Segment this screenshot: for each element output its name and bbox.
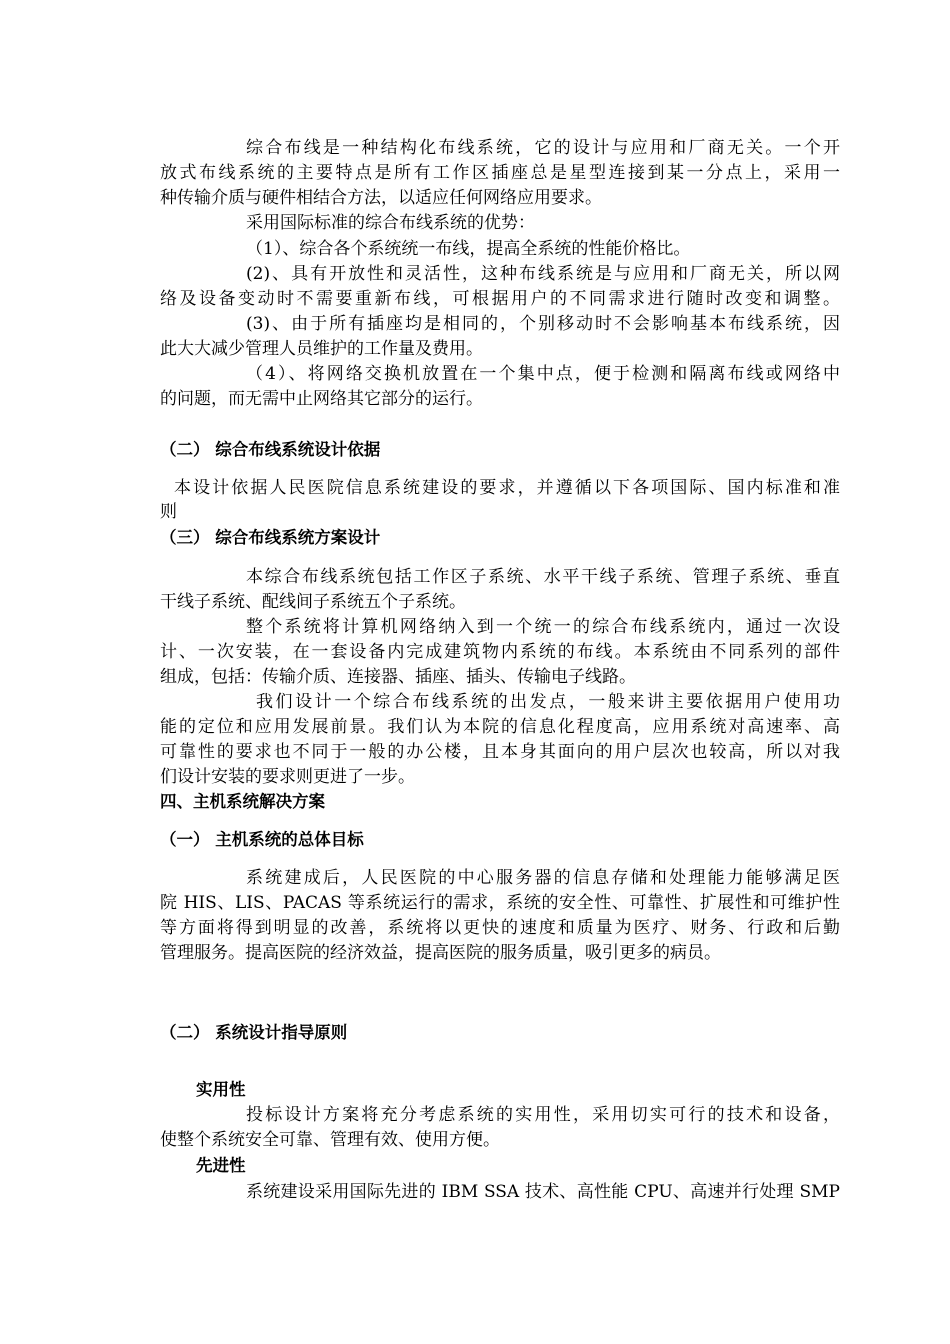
- intro-item1: （1）、综合各个系统统一布线，提高全系统的性能价格比。: [246, 239, 691, 259]
- chapter4-sub1-para-line3: 等方面将得到明显的改善，系统将以更快的速度和质量为医疗、财务、行政和后勤: [160, 918, 840, 938]
- intro-item3-line1: (3)、由于所有插座均是相同的，个别移动时不会影响基本布线系统，因: [246, 314, 840, 334]
- practical-para-line1: 投标设计方案将充分考虑系统的实用性，采用切实可行的技术和设备，: [246, 1105, 840, 1125]
- section3-p3-line3: 可靠性的要求也不同于一般的办公楼，且本身其面向的用户层次也较高，所以对我: [160, 742, 840, 762]
- section3-p1-line2: 干线子系统、配线间子系统五个子系统。: [160, 592, 466, 612]
- intro-p1-line1: 综合布线是一种结构化布线系统，它的设计与应用和厂商无关。一个开: [246, 138, 840, 158]
- section3-p3-line2: 能的定位和应用发展前景。我们认为本院的信息化程度高，应用系统对高速率、高: [160, 717, 840, 737]
- advanced-heading: 先进性: [196, 1156, 246, 1175]
- intro-item3-line2: 此大大减少管理人员维护的工作量及费用。: [160, 339, 483, 359]
- chapter4-heading: 四、主机系统解决方案: [160, 792, 325, 811]
- chapter4-sub1-heading: （一） 主机系统的总体目标: [160, 830, 364, 849]
- intro-item4-line2: 的问题，而无需中止网络其它部分的运行。: [160, 389, 483, 409]
- section3-heading: （三） 综合布线系统方案设计: [160, 528, 381, 547]
- section2-para-line2: 则: [160, 502, 177, 522]
- practical-para-line2: 使整个系统安全可靠、管理有效、使用方便。: [160, 1130, 500, 1150]
- chapter4-sub1-para-line1: 系统建成后，人民医院的中心服务器的信息存储和处理能力能够满足医: [246, 868, 840, 888]
- intro-item4-line1: （4）、将网络交换机放置在一个集中点，便于检测和隔离布线或网络中: [246, 364, 840, 384]
- section3-p3-line1: 我们设计一个综合布线系统的出发点，一般来讲主要依据用户使用功: [256, 692, 840, 712]
- section2-heading: （二） 综合布线系统设计依据: [160, 440, 381, 459]
- intro-p1-line2: 放式布线系统的主要特点是所有工作区插座总是星型连接到某一分点上，采用一: [160, 163, 840, 183]
- section2-para-line1: 本设计依据人民医院信息系统建设的要求，并遵循以下各项国际、国内标准和准: [174, 478, 840, 498]
- chapter4-sub1-para-line2: 院 HIS、LIS、PACAS 等系统运行的需求，系统的安全性、可靠性、扩展性和可维护性: [160, 893, 840, 913]
- section3-p3-line4: 们设计安装的要求则更进了一步。: [160, 767, 415, 787]
- chapter4-sub1-para-line4: 管理服务。提高医院的经济效益，提高医院的服务质量，吸引更多的病员。: [160, 943, 721, 963]
- chapter4-sub2-heading: （二） 系统设计指导原则: [160, 1023, 348, 1042]
- section3-p2-line2: 计、一次安装，在一套设备内完成建筑物内系统的布线。本系统由不同系列的部件: [160, 642, 840, 662]
- intro-p2: 采用国际标准的综合布线系统的优势：: [246, 213, 535, 233]
- practical-heading: 实用性: [196, 1080, 246, 1099]
- advanced-para-line1: 系统建设采用国际先进的 IBM SSA 技术、高性能 CPU、高速并行处理 SMP: [246, 1182, 840, 1202]
- intro-item2-line2: 络及设备变动时不需要重新布线，可根据用户的不同需求进行随时改变和调整。: [160, 289, 840, 309]
- section3-p2-line3: 组成，包括：传输介质、连接器、插座、插头、传输电子线路。: [160, 667, 636, 687]
- intro-p1-line3: 种传输介质与硬件相结合方法，以适应任何网络应用要求。: [160, 188, 602, 208]
- section3-p2-line1: 整个系统将计算机网络纳入到一个统一的综合布线系统内，通过一次设: [246, 617, 840, 637]
- section3-p1-line1: 本综合布线系统包括工作区子系统、水平干线子系统、管理子系统、垂直: [246, 567, 840, 587]
- intro-item2-line1: (2)、具有开放性和灵活性，这种布线系统是与应用和厂商无关，所以网: [246, 264, 840, 284]
